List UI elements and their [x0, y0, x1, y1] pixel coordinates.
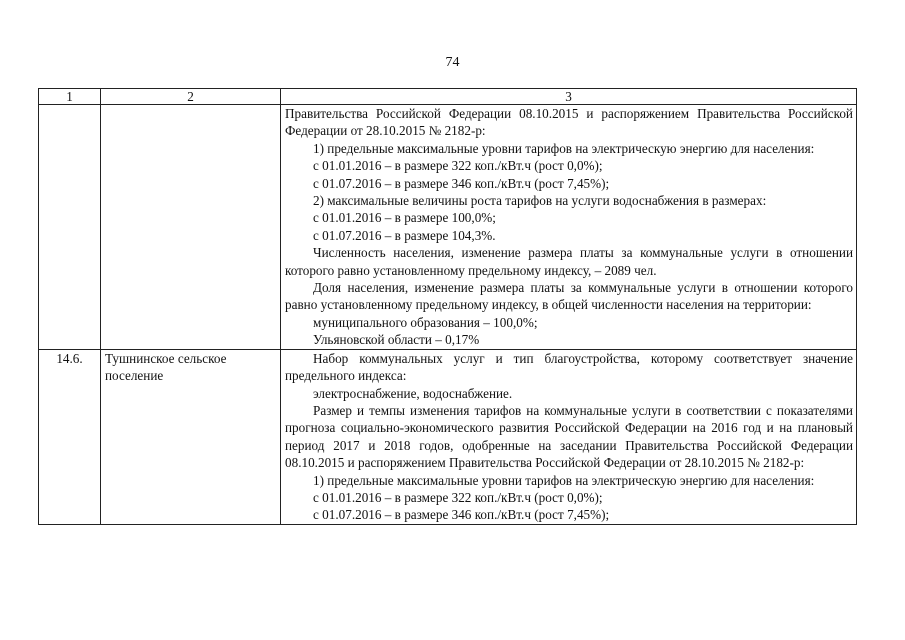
table-row — [39, 105, 857, 350]
paragraph: Численность населения, изменение размера платы за коммунальные услуги в отношении которого равно установленному предельному индексу, – 2089 чел. — [285, 245, 853, 278]
header-col-3: 3 — [281, 89, 857, 105]
paragraph: муниципального образования – 100,0%; — [313, 314, 538, 330]
paragraph: с 01.07.2016 – в размере 346 коп./кВт.ч (рост 7,45%); — [313, 507, 610, 523]
page-number: 74 — [445, 55, 460, 70]
paragraph: электроснабжение, водоснабжение. — [313, 385, 513, 401]
row-content — [281, 105, 857, 350]
paragraph: Размер и темпы изменения тарифов на коммунальные услуги в соответствии с показателями прогноза социально-экономического развития Российской Федерации на 2016 год и на плановый период 2017 и 2018 годов, одобренные на заседании Правительства Российской Федерации 08.10.2015 и распоряжением Правительства Российской Федерации от 28.10.2015 № 2182-р: — [285, 402, 853, 471]
paragraph: 2) максимальные величины роста тарифов на услуги водоснабжения в размерах: — [313, 193, 767, 209]
paragraph: 1) предельные максимальные уровни тарифов на электрическую энергию для населения: — [313, 472, 815, 488]
row-number — [39, 105, 101, 350]
paragraph: с 01.07.2016 – в размере 346 коп./кВт.ч (рост 7,45%); — [313, 175, 610, 191]
paragraph: с 01.01.2016 – в размере 322 коп./кВт.ч (рост 0,0%); — [313, 158, 603, 174]
table-row — [39, 349, 857, 524]
header-col-2: 2 — [101, 89, 281, 105]
paragraph: 1) предельные максимальные уровни тарифов на электрическую энергию для населения: — [313, 140, 815, 156]
paragraph: с 01.07.2016 – в размере 104,3%. — [313, 227, 496, 243]
settlement-name: Тушнинское сельское поселение — [101, 349, 281, 524]
row-content — [281, 349, 857, 524]
table-header-row — [39, 89, 857, 105]
paragraph: Правительства Российской Федерации 08.10.2015 и распоряжением Правительства Российской Федерации от 28.10.2015 № 2182-р: — [285, 106, 853, 139]
row-number: 14.6. — [39, 349, 101, 524]
paragraph: Доля населения, изменение размера платы за коммунальные услуги в отношении которого равно установленному предельному индексу, в общей численности населения на территории: — [285, 280, 853, 313]
header-col-1: 1 — [39, 89, 101, 105]
settlement-name — [101, 105, 281, 350]
paragraph: с 01.01.2016 – в размере 100,0%; — [313, 210, 496, 226]
paragraph: Ульяновской области – 0,17% — [313, 332, 480, 348]
paragraph: Набор коммунальных услуг и тип благоустройства, которому соответствует значение предельного индекса: — [285, 350, 853, 384]
tariff-table — [38, 88, 857, 525]
paragraph: с 01.01.2016 – в размере 322 коп./кВт.ч (рост 0,0%); — [313, 489, 603, 505]
